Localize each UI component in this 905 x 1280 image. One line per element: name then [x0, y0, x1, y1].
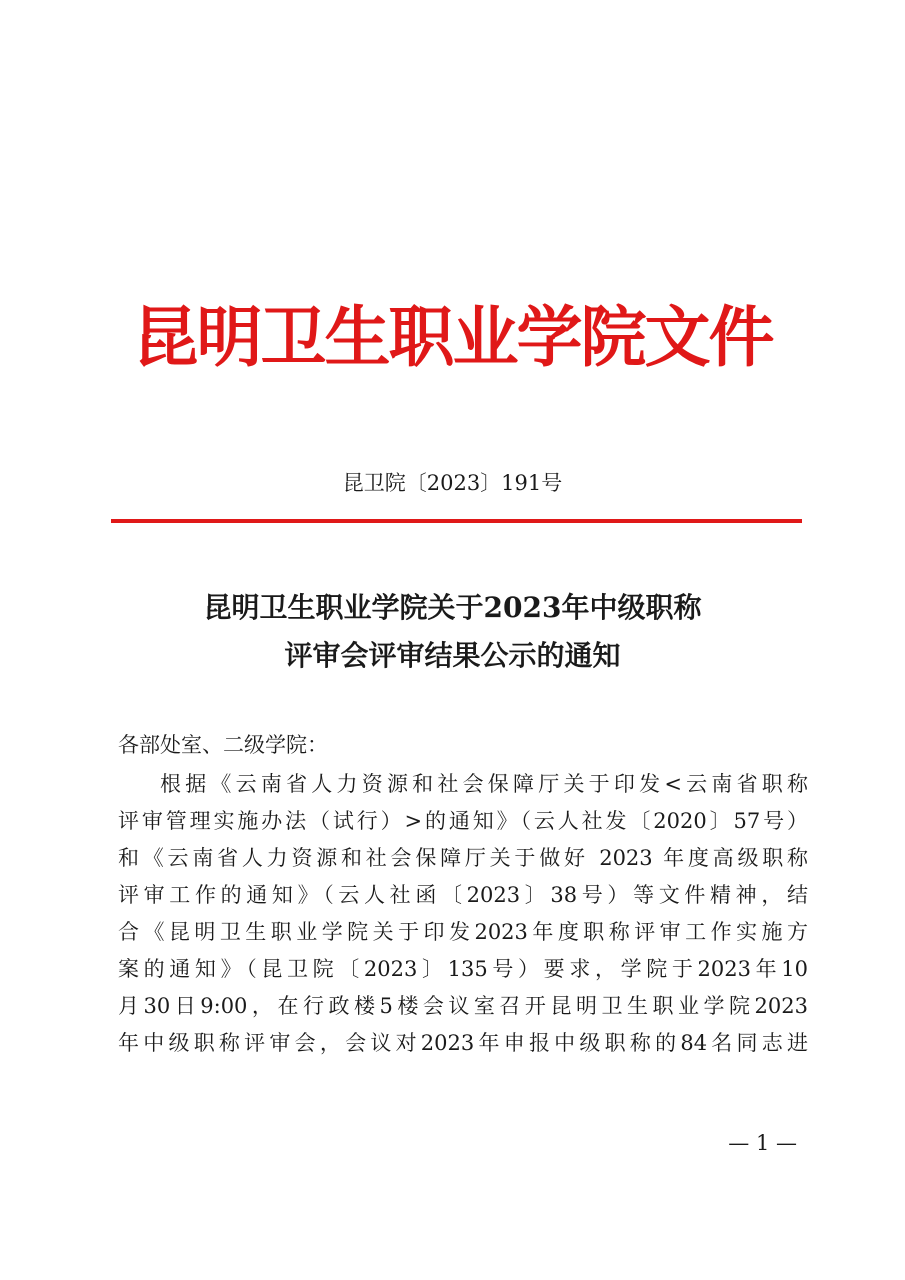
salutation: 各部处室、二级学院： — [118, 733, 328, 757]
body-line: 评审工作的通知》（云人社函〔2023〕38号）等文件精神，结 — [118, 883, 808, 907]
red-divider-line — [111, 519, 802, 523]
body-line: 年中级职称评审会，会议对2023年申报中级职称的84名同志进 — [118, 1031, 808, 1055]
body-line: 合《昆明卫生职业学院关于印发2023年度职称评审工作实施方 — [118, 920, 808, 944]
body-line: 和《云南省人力资源和社会保障厅关于做好 2023 年度高级职称 — [118, 846, 808, 870]
body-line: 月30日9:00，在行政楼5楼会议室召开昆明卫生职业学院2023 — [118, 994, 808, 1018]
document-number: 昆卫院〔2023〕191号 — [342, 471, 563, 495]
page-number: — 1 — — [728, 1131, 797, 1155]
body-line: 评审管理实施办法（试行）>的通知》（云人社发〔2020〕57号） — [118, 809, 808, 833]
body-line: 案的通知》（昆卫院〔2023〕135号）要求，学院于2023年10 — [118, 957, 808, 981]
notice-title-line-2: 评审会评审结果公示的通知 — [284, 639, 621, 672]
body-paragraph — [118, 766, 808, 1062]
document-header-title: 昆明卫生职业学院文件 — [132, 298, 773, 376]
body-line: 根据《云南省人力资源和社会保障厅关于印发<云南省职称 — [160, 772, 808, 796]
notice-title — [0, 584, 905, 680]
notice-title-line-1: 昆明卫生职业学院关于2023年中级职称 — [203, 591, 702, 624]
